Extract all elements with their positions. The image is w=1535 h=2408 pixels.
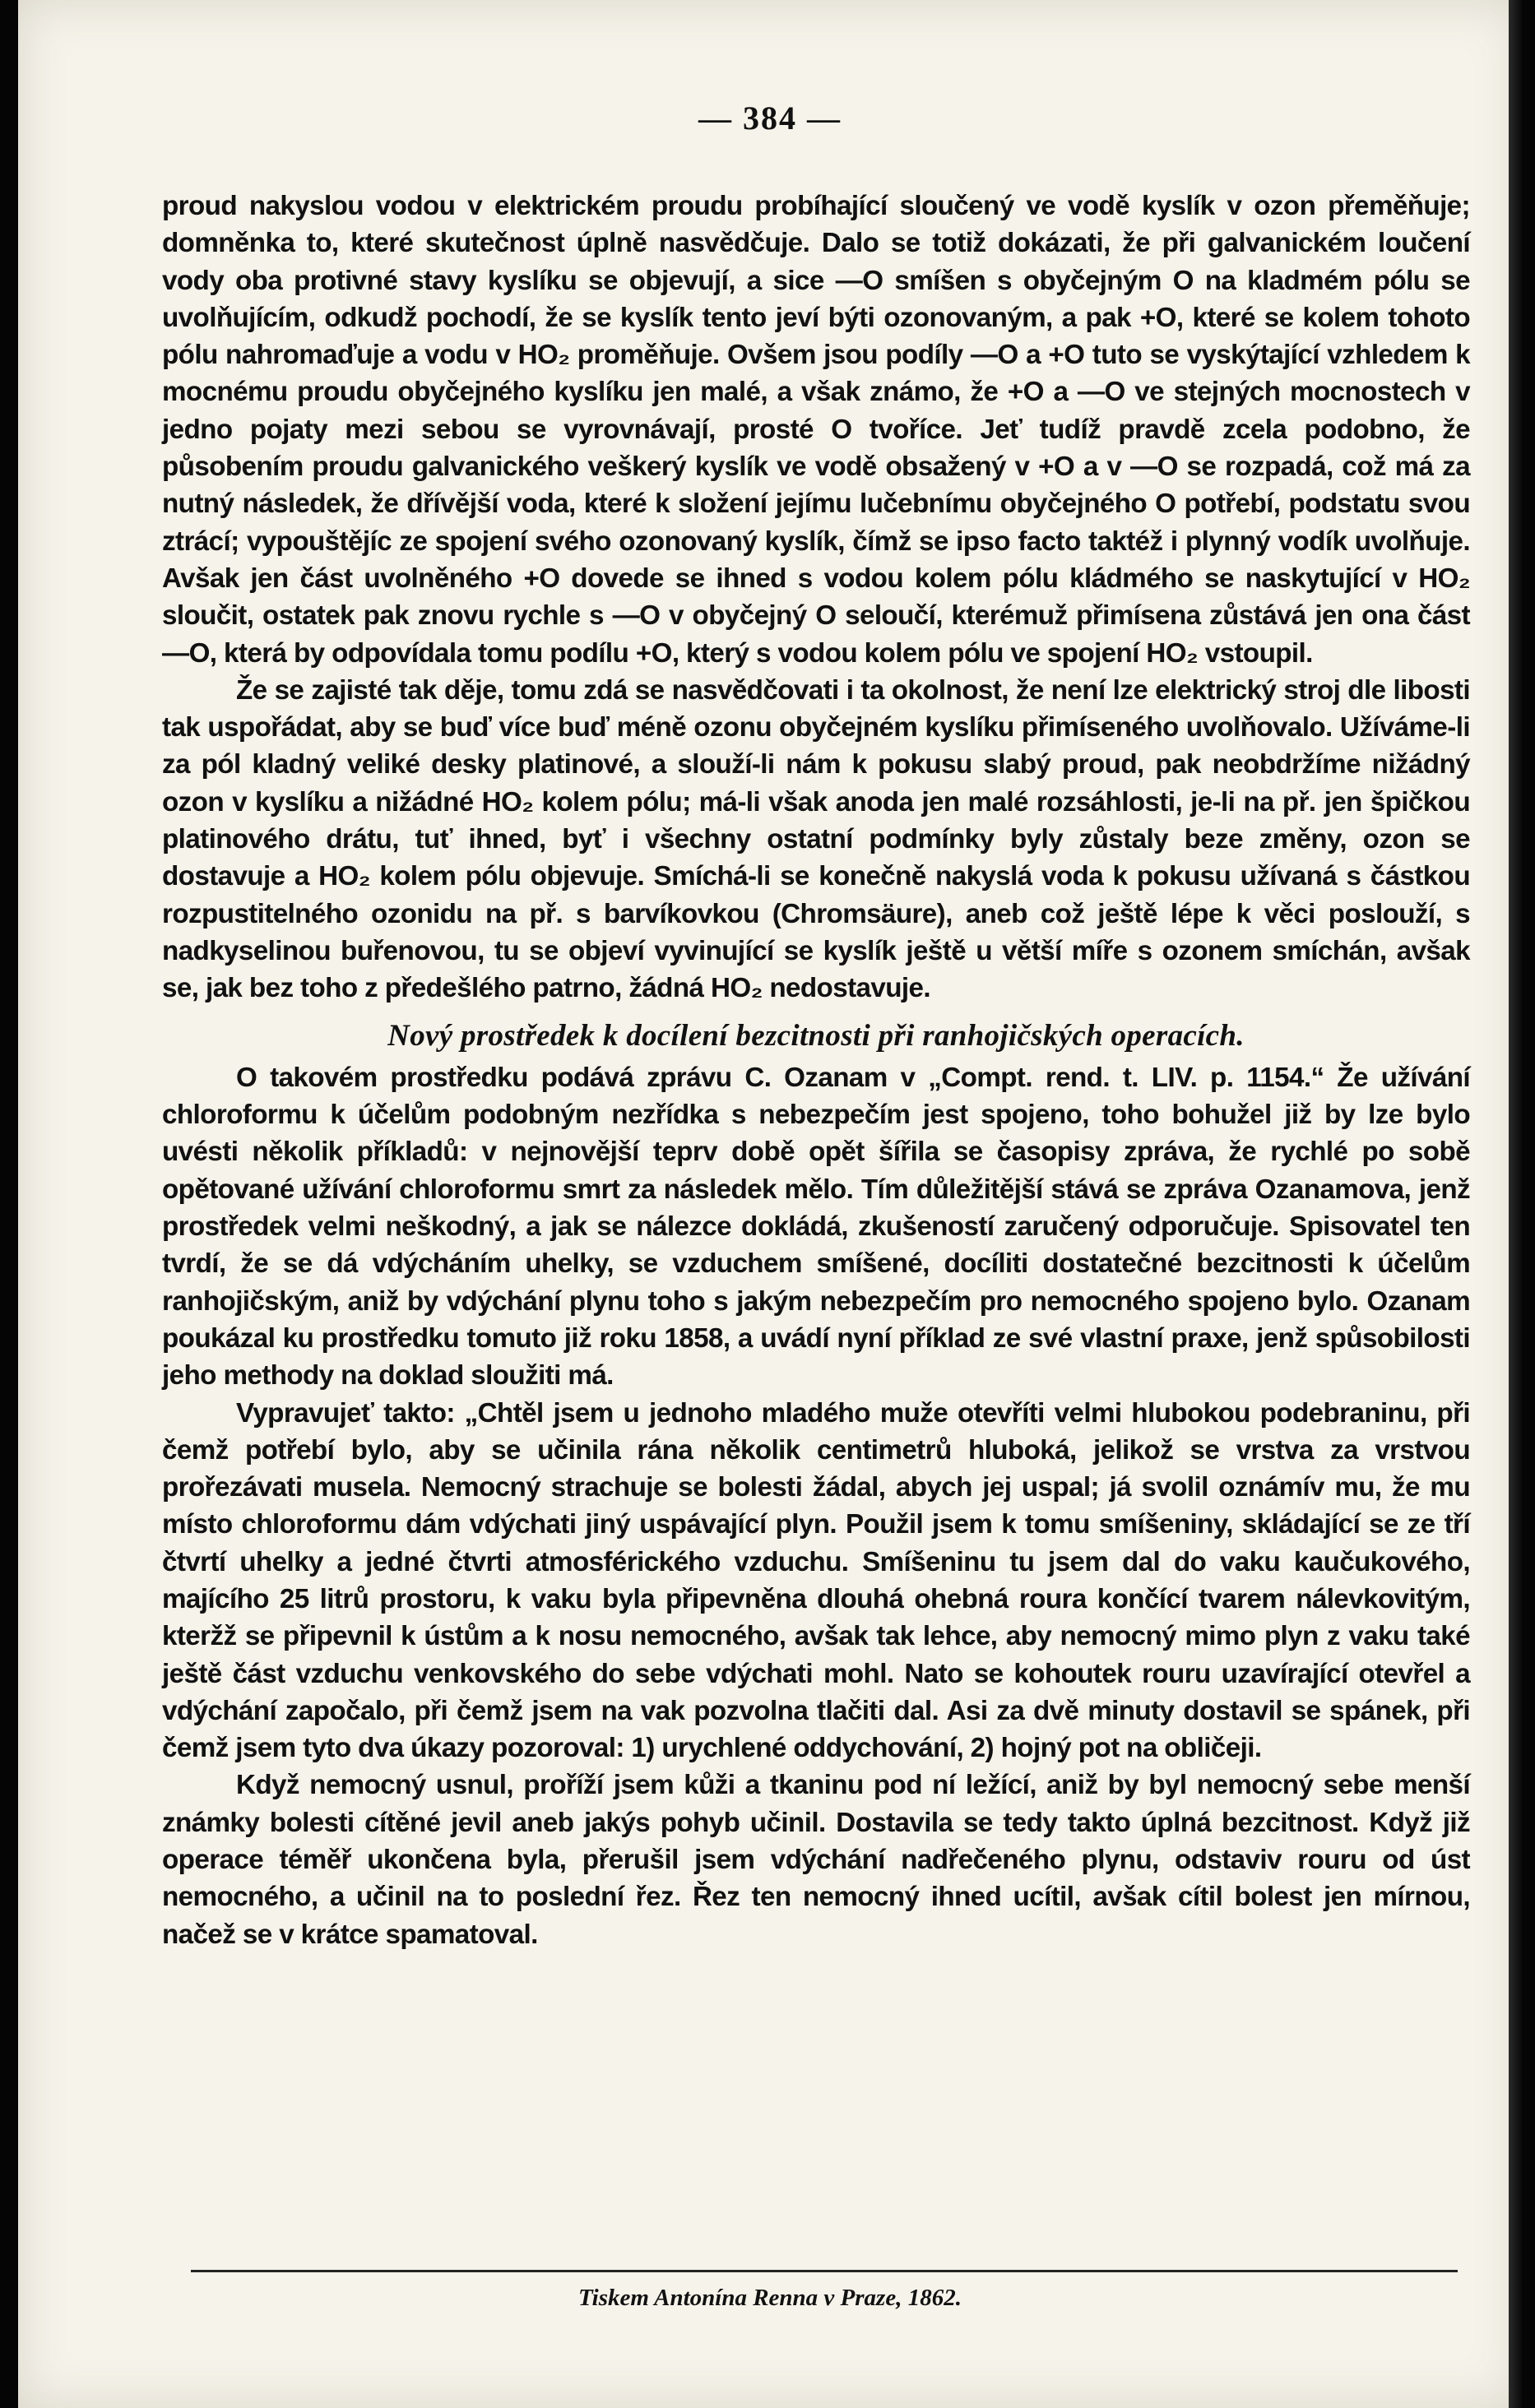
paragraph-1: proud nakyslou vodou v elektrickém proudu probíhající sloučený ve vodě kyslík v ozon přeměňuje; domněnka to, které skutečnost úplně nasvědčuje. Dalo se totiž dokázati, že při galvanickém loučení vody oba protivné stavy kyslíku se objevují, a sice —O smíšen s obyčejným O na kladmém pólu se uvolňujícím, odkudž pochodí, že se kyslík tento jeví býti ozonovaným, a pak +O, které se kolem tohoto pólu nahromaďuje a vodu v HO₂ proměňuje. Ovšem jsou podíly —O a +O tuto se vyskýtající vzhledem k mocnému proudu obyčejného kyslíku jen malé, a však známo, že +O a —O ve stejných mocnostech v jedno pojaty mezi sebou se vyrovnávají, prosté O tvoříce. Jeť tudíž pravdě zcela podobno, že působením proudu galvanického veškerý kyslík ve vodě obsažený v +O a v —O se rozpadá, což má za nutný následek, že dřívější voda, které k složení jejímu lučebnímu obyčejného O potřebí, podstatu svou ztrácí; vypouštějíc ze spojení svého ozonovaný kyslík, čímž se ipso facto taktéž i plynný vodík uvolňuje. Avšak jen část uvolněného +O dovede se ihned s vodou kolem pólu kládmého se naskytující v HO₂ sloučit, ostatek pak znovu rychle s —O v obyčejný O seloučí, kterémuž přimísena zůstává jen ona část —O, která by odpovídala tomu podílu +O, který s vodou kolem pólu ve spojení HO₂ vstoupil.	[162, 191, 1470, 669]
paragraph-5: Když nemocný usnul, proříží jsem kůži a tkaninu pod ní ležící, aniž by byl nemocný sebe menší známky bolesti cítěné jevil aneb jakýs pohyb učinil. Dostavila se tedy takto úplná bezcitnost. Když již operace téměř ukončena byla, přerušil jsem vdýchání nadřečeného plynu, odstaviv rouru od úst nemocného, a učinil na to poslední řez. Řez ten nemocný ihned ucítil, avšak cítil bolest jen mírnou, načež se v krátce spamatoval.	[162, 1770, 1470, 1950]
footer-rule	[191, 2270, 1458, 2272]
page-edge-shadow	[1509, 0, 1522, 2408]
page-sheet	[18, 0, 1522, 2408]
paragraph-3: O takovém prostředku podává zprávu C. Ozanam v „Compt. rend. t. LIV. p. 1154.“ Že užívání chloroformu k účelům podobným nezřídka s nebezpečím jest spojeno, toho bohužel již by lze bylo uvésti několik příkladů: v nejnovější teprv době opět šířila se časopisy zpráva, že rychlé po sobě opětované užívání chloroformu smrt za následek mělo. Tím důležitější stává se zpráva Ozanamova, jenž prostředek velmi neškodný, a jak se nálezce dokládá, zkušeností zaručený odporučuje. Spisovatel ten tvrdí, že se dá vdýcháním uhelky, se vzduchem smíšené, docíliti dostatečné bezcitnosti k účelům ranhojičským, aniž by vdýchání plynu toho s jakým nebezpečím pro nemocného spojeno bylo. Ozanam poukázal ku prostředku tomuto již roku 1858, a uvádí nyní příklad ze své vlastní praxe, jenž spůsobilosti jeho methody na doklad sloužiti má.	[162, 1062, 1470, 1392]
paragraph-2: Že se zajisté tak děje, tomu zdá se nasvědčovati i ta okolnost, že není lze elektrický stroj dle libosti tak uspořádat, aby se buď více buď méně ozonu obyčejném kyslíku přimíseného uvolňovalo. Užíváme-li za pól kladný veliké desky platinové, a slouží-li nám k pokusu slabý proud, pak neobdržíme nižádný ozon v kyslíku a nižádné HO₂ kolem pólu; má-li však anoda jen malé rozsáhlosti, je-li na př. jen špičkou platinového drátu, tuť ihned, byť i všechny ostatní podmínky byly zůstaly beze změny, ozon se dostavuje a HO₂ kolem pólu objevuje. Smíchá-li se konečně nakyslá voda k pokusu užívaná s částkou rozpustitelného ozonidu na př. s barvíkovkou (Chromsäure), aneb což ještě lépe k věci poslouží, s nadkyselinou buřenovou, tu se objeví vyvinující se kyslík ještě u větší míře s ozonem smíchán, avšak se, jak bez toho z předešlého patrno, žádná HO₂ nedostavuje.	[162, 674, 1470, 1004]
paragraph-4: Vypravujeť takto: „Chtěl jsem u jednoho mladého muže otevříti velmi hlubokou podebraninu, při čemž potřebí bylo, aby se učinila rána několik centimetrů hluboká, jelikož se vrstva za vrstvou prořezávati musela. Nemocný strachuje se bolesti žádal, abych jej uspal; já svolil oznámív mu, že mu místo chloroformu dám vdýchati jiný uspávající plyn. Použil jsem k tomu smíšeniny, skládající se ze tří čtvrtí uhelky a jedné čtvrti atmosférického vzduchu. Smíšeninu tu jsem dal do vaku kaučukového, majícího 25 litrů prostoru, k vaku byla připevněna dlouhá ohebná roura končící tvarem nálevkovitým, kteržž se připevnil k ústům a k nosu nemocného, avšak tak lehce, aby nemocný mimo plyn z vaku také ještě část vzduchu venkovského do sebe vdýchati mohl. Nato se kohoutek rouru uzavírající otevřel a vdýchání započalo, při čemž jsem na vak pozvolna tlačiti dal. Asi za dvě minuty dostavil se spánek, při čemž jsem tyto dva úkazy pozoroval: 1) urychlené oddychování, 2) hojný pot na obličeji.	[162, 1397, 1470, 1764]
page-number: — 384 —	[698, 100, 842, 137]
section-heading: Nový prostředek k docílení bezcitnosti při ranhojičských operacích.	[387, 1018, 1245, 1053]
body-text	[162, 188, 1470, 1953]
printer-imprint: Tiskem Antonína Renna v Praze, 1862.	[578, 2285, 962, 2311]
